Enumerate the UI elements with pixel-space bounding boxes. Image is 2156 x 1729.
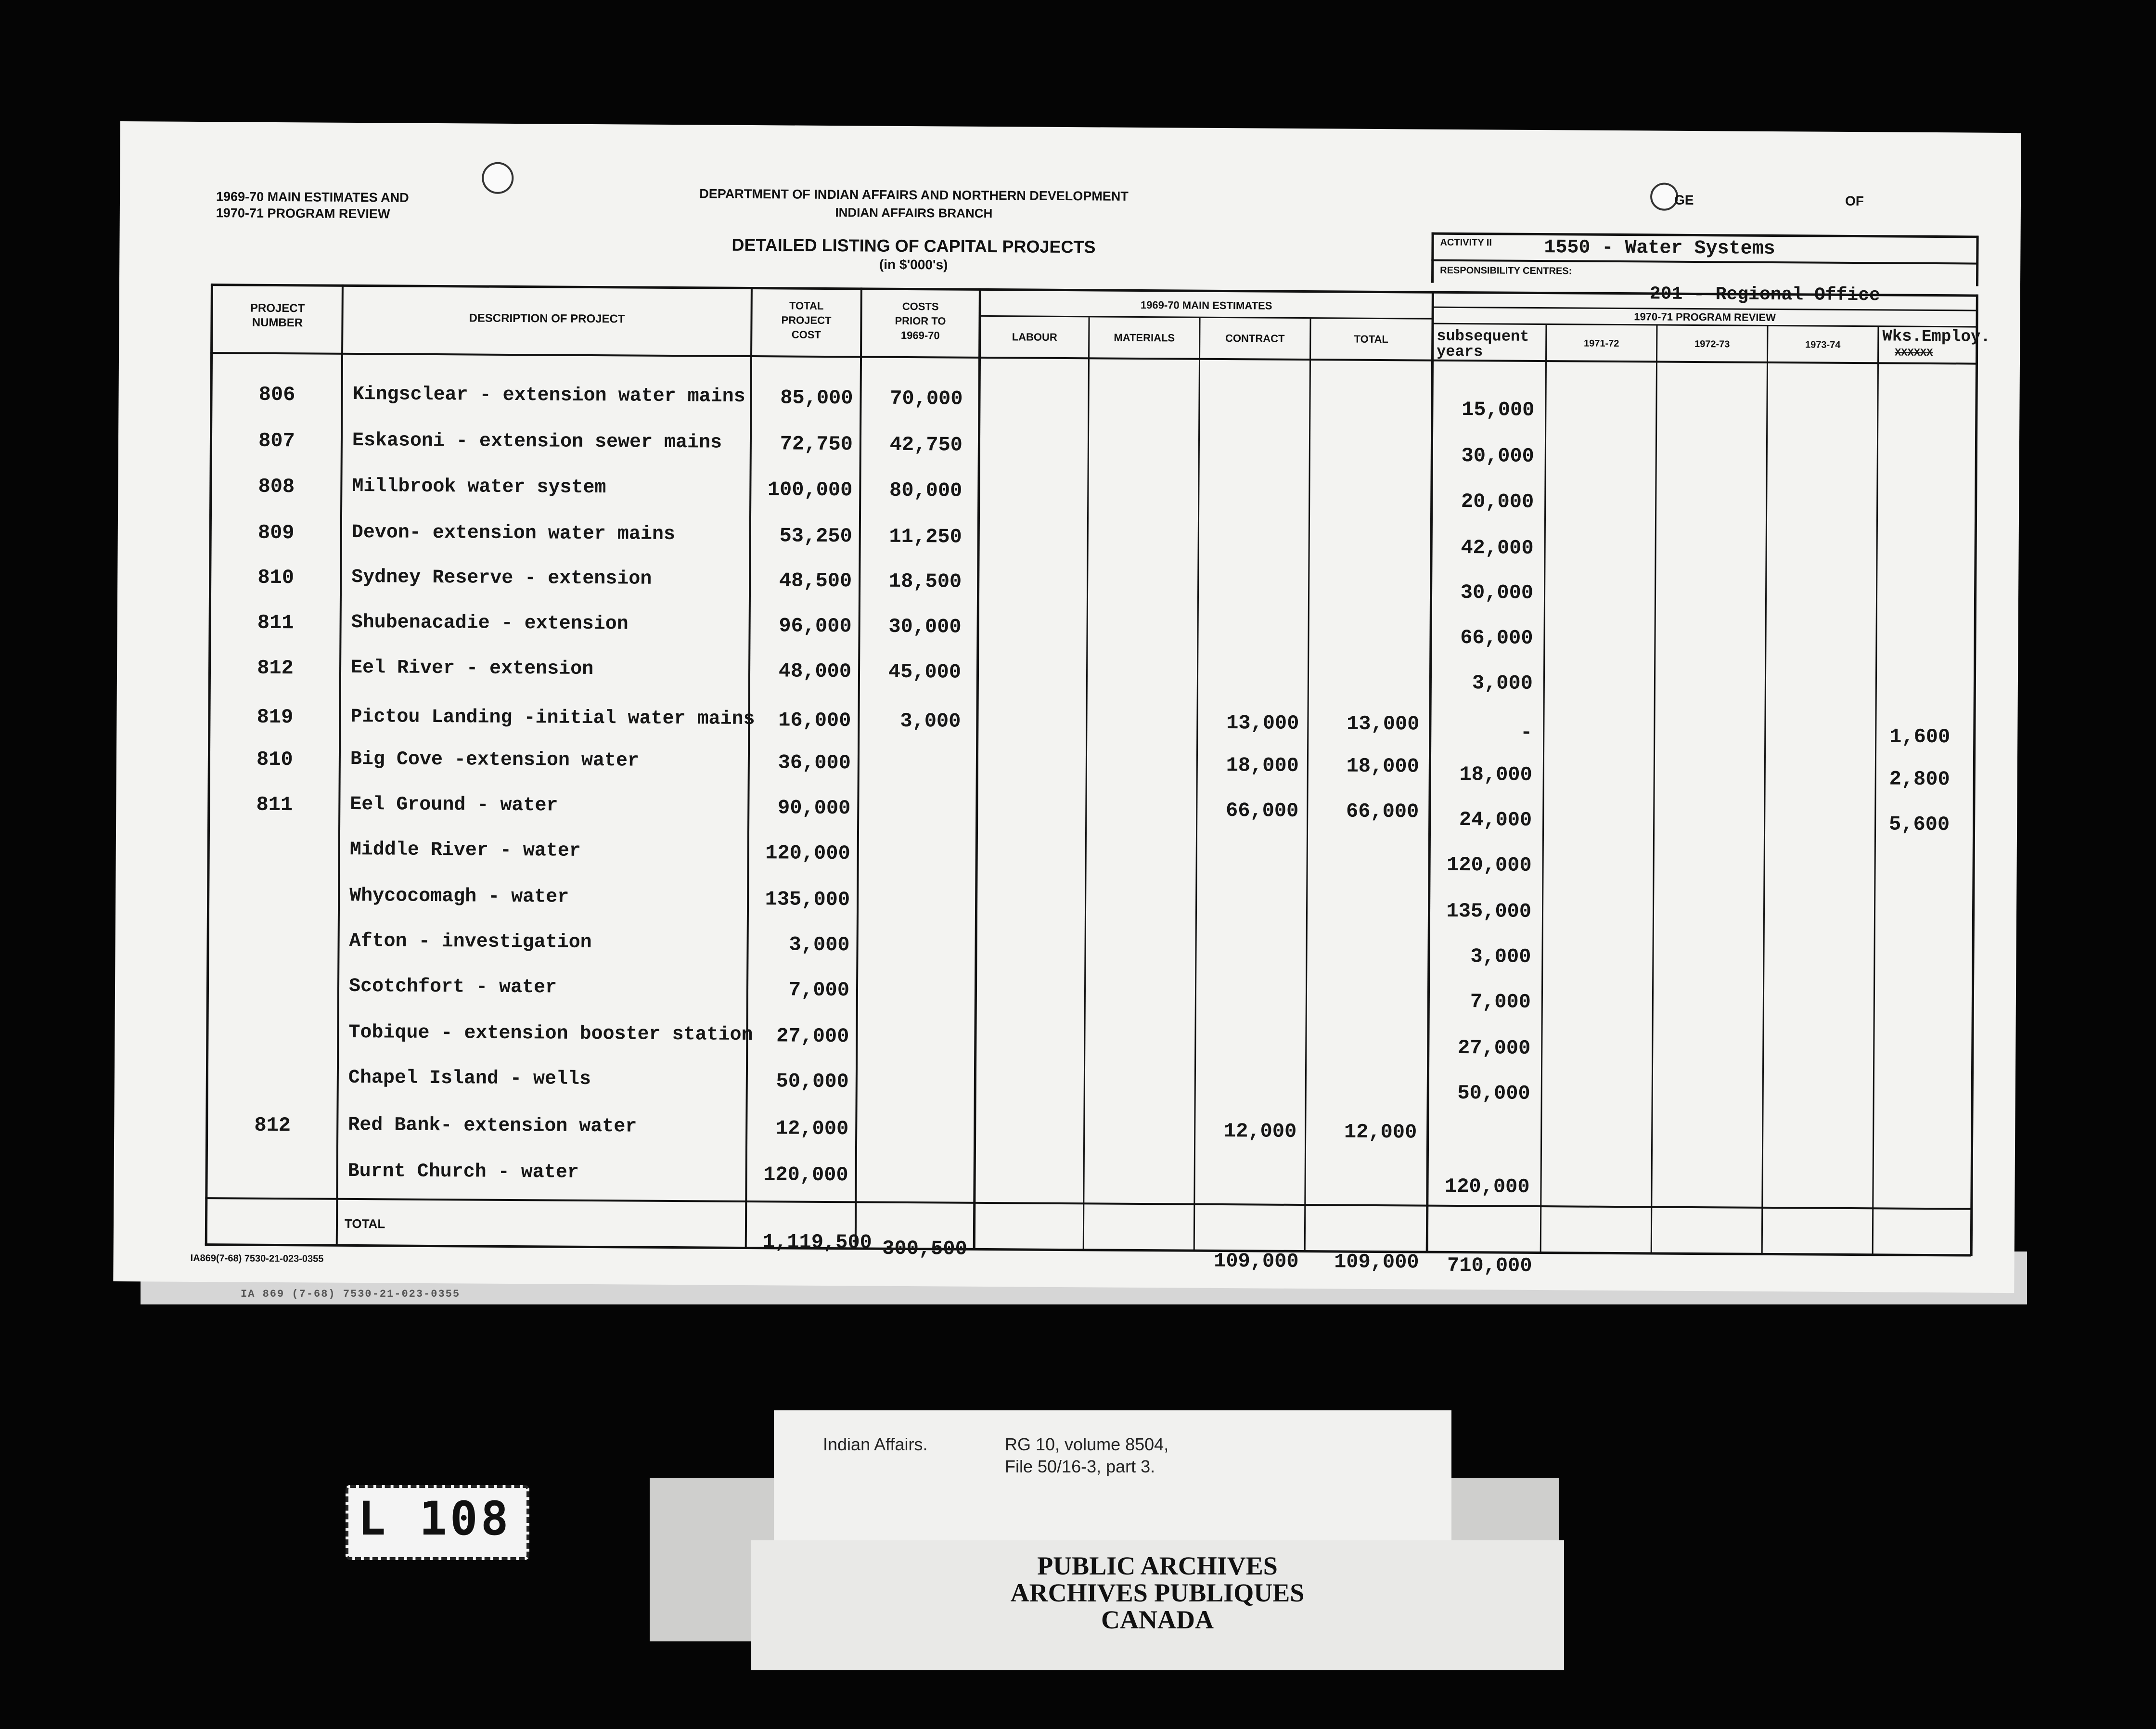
costs-prior xyxy=(859,933,960,934)
table-row xyxy=(118,428,1976,469)
table-row xyxy=(114,1113,1972,1153)
wks-employ xyxy=(1880,402,1952,403)
table-row xyxy=(114,1159,1971,1200)
project-number: 812 xyxy=(257,656,294,680)
project-description: Chapel Island - wells xyxy=(348,1067,591,1091)
subsequent-years: 120,000 xyxy=(1447,853,1532,877)
col-project-number: PROJECT NUMBER xyxy=(250,301,305,330)
project-description: Sydney Reserve - extension xyxy=(351,566,652,590)
table-row xyxy=(118,520,1976,561)
subsequent-years: 27,000 xyxy=(1457,1036,1531,1060)
costs-prior: 18,500 xyxy=(888,569,962,594)
contract-amount xyxy=(1199,527,1300,528)
project-number xyxy=(208,1066,337,1067)
activity-label: ACTIVITY II xyxy=(1440,237,1492,248)
main-estimates-total xyxy=(1307,981,1418,982)
contract-amount xyxy=(1197,844,1298,845)
costs-prior xyxy=(858,1070,959,1071)
project-description: Eel Ground - water xyxy=(350,793,558,817)
col-1972-73: 1972-73 xyxy=(1694,338,1730,350)
contract-amount xyxy=(1198,662,1299,663)
wks-employ xyxy=(1875,1133,1948,1134)
responsibility-label: RESPONSIBILITY CENTRES: xyxy=(1440,265,1572,277)
project-number: 806 xyxy=(258,383,295,407)
project-number xyxy=(210,838,339,839)
contract-amount xyxy=(1196,1072,1297,1073)
col-description: DESCRIPTION OF PROJECT xyxy=(469,311,625,326)
costs-prior xyxy=(857,1163,958,1164)
table-row xyxy=(116,705,1974,749)
wks-employ xyxy=(1879,585,1951,586)
main-estimates-total xyxy=(1311,389,1422,390)
total-project-cost: 85,000 xyxy=(780,386,853,410)
project-description: Whycocomagh - water xyxy=(349,885,569,908)
table-row xyxy=(115,1066,1972,1106)
subsequent-years: 3,000 xyxy=(1470,945,1531,968)
subsequent-years: 18,000 xyxy=(1459,763,1532,787)
contract-amount: 12,000 xyxy=(1223,1120,1297,1143)
subsequent-years: 7,000 xyxy=(1470,990,1531,1014)
col-1971-72: 1971-72 xyxy=(1583,338,1619,349)
wks-employ xyxy=(1877,949,1949,950)
contract-amount xyxy=(1197,890,1298,891)
project-description: Middle River - water xyxy=(349,839,581,862)
total-project-cost: 90,000 xyxy=(777,796,851,820)
table-row xyxy=(116,747,1974,791)
costs-prior xyxy=(859,888,960,889)
total-project-cost: 48,500 xyxy=(779,569,852,593)
table-row xyxy=(116,884,1973,924)
project-number xyxy=(209,975,338,976)
wks-employ: 5,600 xyxy=(1888,813,1950,837)
total-project-cost: 48,000 xyxy=(778,659,852,684)
table-row xyxy=(118,382,1976,423)
total-project-cost: 3,000 xyxy=(789,933,850,957)
subsequent-years: 20,000 xyxy=(1461,490,1534,514)
estimates-line-2: 1970-71 PROGRAM REVIEW xyxy=(216,206,390,221)
table-row xyxy=(116,838,1974,878)
subsequent-years: - xyxy=(1520,721,1533,744)
project-description: Shubenacadie - extension xyxy=(351,611,629,635)
archives-line-1: PUBLIC ARCHIVES xyxy=(1037,1551,1278,1580)
col-main-estimates: 1969-70 MAIN ESTIMATES xyxy=(1140,298,1272,312)
project-description: Eel River - extension xyxy=(350,657,594,681)
tag-volume: RG 10, volume 8504, xyxy=(1005,1434,1169,1454)
col-subsequent-years: subsequent years xyxy=(1437,327,1529,361)
col-total-cost: TOTAL PROJECT COST xyxy=(781,299,832,341)
main-estimates-total xyxy=(1310,481,1421,482)
total-costs-prior: 300,500 xyxy=(882,1237,967,1261)
total-project-cost: 12,000 xyxy=(775,1117,849,1141)
costs-prior xyxy=(860,751,961,752)
project-description: Devon- extension water mains xyxy=(351,521,676,546)
archives-line-3: CANADA xyxy=(1101,1605,1214,1634)
subsequent-years: 42,000 xyxy=(1461,536,1534,560)
total-project-cost: 27,000 xyxy=(776,1024,849,1048)
project-description: Kingsclear - extension water mains xyxy=(352,383,745,408)
costs-prior: 30,000 xyxy=(888,615,962,639)
project-description: Afton - investigation xyxy=(349,930,592,954)
project-number: 810 xyxy=(257,566,295,590)
contract-amount xyxy=(1200,435,1301,436)
tag-file: File 50/16-3, part 3. xyxy=(1005,1457,1155,1476)
department-name: DEPARTMENT OF INDIAN AFFAIRS AND NORTHERN DEVELOPMENT xyxy=(699,186,1129,204)
total-project-cost: 16,000 xyxy=(778,709,851,733)
total-project-cost: 36,000 xyxy=(778,751,851,775)
costs-prior: 42,750 xyxy=(889,433,963,457)
table-row xyxy=(115,929,1973,969)
costs-prior: 11,250 xyxy=(889,525,962,549)
table-row xyxy=(117,565,1975,606)
branch-name: INDIAN AFFAIRS BRANCH xyxy=(835,205,993,221)
of-label: OF xyxy=(1845,193,1864,209)
col-costs-prior: COSTS PRIOR TO 1969-70 xyxy=(895,300,946,342)
project-number xyxy=(209,929,338,930)
project-rows xyxy=(113,121,2021,1293)
subsequent-years: 30,000 xyxy=(1460,581,1534,605)
subsequent-years: 15,000 xyxy=(1462,398,1535,422)
project-number: 819 xyxy=(257,705,294,729)
table-row xyxy=(116,792,1974,837)
main-estimates-total xyxy=(1308,936,1418,937)
total-main-estimates: 109,000 xyxy=(1334,1250,1419,1274)
subsequent-years: 24,000 xyxy=(1459,808,1532,832)
costs-prior: 3,000 xyxy=(900,709,961,733)
col-wks-employ: Wks.Employ. xyxy=(1882,327,1990,347)
table-row xyxy=(115,1020,1972,1061)
responsibility-value: 201 - Regional Office xyxy=(1649,284,1880,306)
subsequent-years: 120,000 xyxy=(1444,1174,1530,1199)
col-contract: CONTRACT xyxy=(1225,332,1285,345)
contract-amount: 18,000 xyxy=(1226,754,1299,777)
col-labour: LABOUR xyxy=(1012,331,1057,343)
project-number: 812 xyxy=(254,1113,291,1137)
main-estimates-total: 18,000 xyxy=(1346,754,1420,778)
costs-prior: 80,000 xyxy=(889,478,962,503)
contract-amount xyxy=(1199,617,1300,618)
total-subsequent: 710,000 xyxy=(1447,1253,1532,1277)
project-description: Millbrook water system xyxy=(352,475,606,499)
form-code: IA869(7-68) 7530-21-023-0355 xyxy=(190,1252,324,1264)
activity-value: 1550 - Water Systems xyxy=(1544,237,1775,260)
subsequent-years: 135,000 xyxy=(1446,899,1532,923)
total-project-cost: 100,000 xyxy=(767,478,853,502)
wks-employ: 2,800 xyxy=(1889,767,1950,791)
project-description: Red Bank- extension water xyxy=(348,1114,637,1138)
units-note: (in $'000's) xyxy=(879,257,948,272)
total-project-cost: 120,000 xyxy=(765,841,850,865)
table-row xyxy=(117,656,1975,696)
main-estimates-total: 66,000 xyxy=(1346,800,1419,824)
total-project-cost: 96,000 xyxy=(779,614,852,638)
contract-amount: 13,000 xyxy=(1226,711,1299,735)
project-description: Pictou Landing -initial water mains xyxy=(350,706,755,731)
costs-prior: 70,000 xyxy=(890,387,963,411)
col-total: TOTAL xyxy=(1354,333,1389,346)
contract-amount: 66,000 xyxy=(1225,799,1299,823)
total-project-cost: 135,000 xyxy=(765,888,850,912)
total-project-cost: 7,000 xyxy=(788,978,850,1002)
subsequent-years: 3,000 xyxy=(1472,671,1533,695)
tag-source: Indian Affairs. xyxy=(823,1434,928,1454)
table-row xyxy=(115,974,1973,1015)
total-project-cost: 120,000 xyxy=(763,1163,848,1187)
costs-prior: 45,000 xyxy=(888,660,962,684)
contract-amount xyxy=(1196,1027,1297,1028)
total-project-cost: 1,119,500 xyxy=(762,1230,872,1254)
col-1973-74: 1973-74 xyxy=(1805,339,1841,350)
total-project-cost: 72,750 xyxy=(780,432,853,456)
project-number xyxy=(209,884,338,885)
main-estimates-total xyxy=(1309,572,1420,573)
project-description: Burnt Church - water xyxy=(347,1160,579,1184)
project-number xyxy=(208,1160,337,1161)
project-number: 807 xyxy=(258,429,295,453)
total-contract: 109,000 xyxy=(1213,1249,1299,1274)
col-materials: MATERIALS xyxy=(1114,331,1175,344)
wks-employ: 1,600 xyxy=(1889,725,1951,749)
costs-prior xyxy=(857,1117,958,1118)
col-program-review: 1970-71 PROGRAM REVIEW xyxy=(1634,310,1776,324)
col-wks-struck: XXXXXX xyxy=(1895,347,1933,360)
project-number: 808 xyxy=(258,475,295,499)
page-label: GE xyxy=(1674,192,1694,207)
project-description: Tobique - extension booster station xyxy=(348,1021,753,1046)
wks-employ xyxy=(1875,1179,1948,1180)
subsequent-years: 66,000 xyxy=(1460,626,1533,650)
project-description: Eskasoni - extension sewer mains xyxy=(352,429,722,454)
project-number xyxy=(209,1021,338,1022)
document-title: DETAILED LISTING OF CAPITAL PROJECTS xyxy=(732,234,1096,257)
main-estimates-total xyxy=(1306,1166,1417,1167)
project-number: 810 xyxy=(256,748,293,772)
total-project-cost: 53,250 xyxy=(779,524,852,548)
archives-line-2: ARCHIVES PUBLIQUES xyxy=(1010,1578,1305,1607)
project-description: Big Cove -extension water xyxy=(350,748,640,772)
subsequent-years: 30,000 xyxy=(1461,444,1534,468)
main-estimates-total: 12,000 xyxy=(1344,1120,1417,1144)
project-number: 809 xyxy=(257,521,295,545)
wks-employ xyxy=(1876,994,1949,995)
capital-projects-sheet xyxy=(113,121,2021,1293)
wks-employ xyxy=(1879,494,1951,495)
estimates-line-1: 1969-70 MAIN ESTIMATES AND xyxy=(216,189,409,205)
frame-number: L 108 xyxy=(358,1492,512,1546)
underlying-form-code: IA 869 (7-68) 7530-21-023-0355 xyxy=(241,1288,461,1300)
project-description: Scotchfort - water xyxy=(348,975,557,999)
table-row xyxy=(118,474,1976,515)
total-project-cost: 50,000 xyxy=(776,1070,849,1094)
main-estimates-total: 13,000 xyxy=(1347,712,1420,736)
project-number: 811 xyxy=(257,611,294,635)
total-label: TOTAL xyxy=(344,1216,385,1231)
subsequent-years: 50,000 xyxy=(1457,1082,1530,1105)
project-number: 811 xyxy=(256,793,293,817)
table-row xyxy=(117,610,1975,651)
